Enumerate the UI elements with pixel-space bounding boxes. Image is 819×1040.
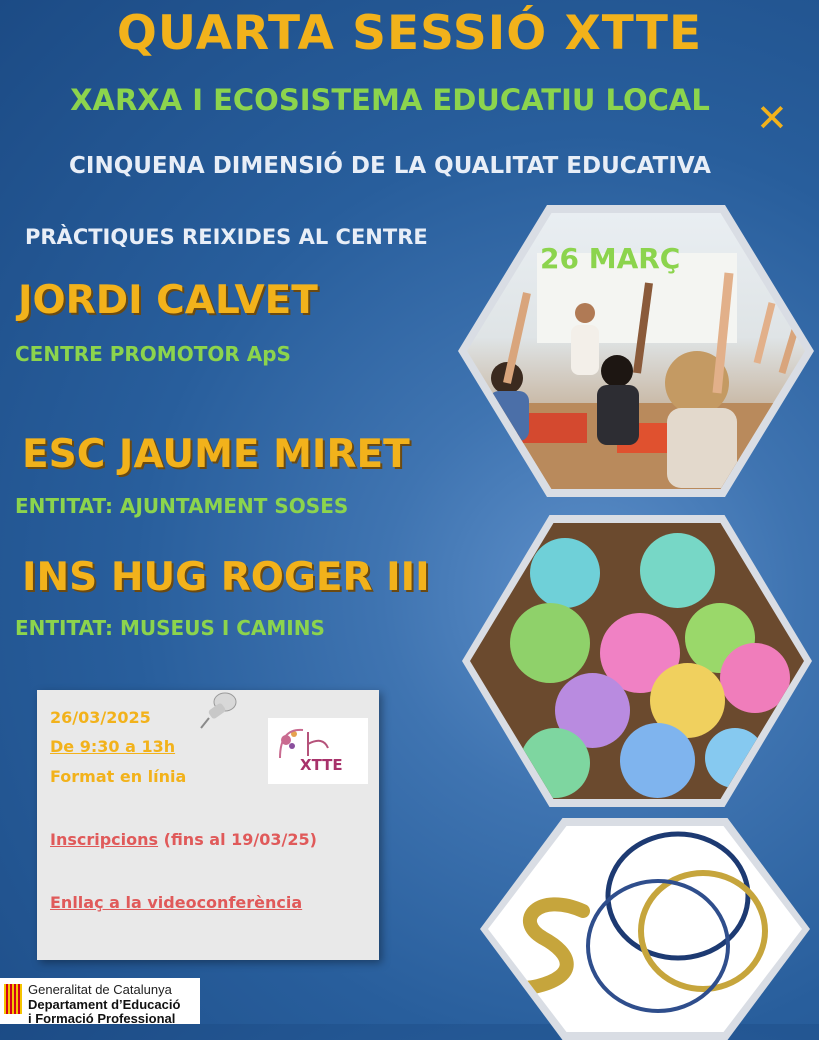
registration-link[interactable]: Inscripcions bbox=[50, 830, 159, 849]
event-time: De 9:30 a 13h bbox=[50, 737, 176, 756]
gear-icon bbox=[640, 533, 715, 608]
practices-heading: PRÀCTIQUES REIXIDES AL CENTRE bbox=[25, 225, 428, 249]
department-name-line1: Departament d’Educació bbox=[28, 997, 181, 1012]
gencat-name: Generalitat de Catalunya bbox=[28, 982, 172, 997]
close-icon[interactable]: ✕ bbox=[756, 96, 788, 140]
videoconference-link[interactable]: Enllaç a la videoconferència bbox=[50, 893, 303, 912]
gear-icon bbox=[530, 538, 600, 608]
speaker-name-2: ESC JAUME MIRET bbox=[22, 432, 410, 477]
department-name-line2: i Formació Professional bbox=[28, 1011, 176, 1026]
registration-deadline: (fins al 19/03/25) bbox=[158, 830, 317, 849]
speaker-entity-3: ENTITAT: MUSEUS I CAMINS bbox=[15, 616, 325, 640]
gear-icon bbox=[620, 723, 695, 798]
senyera-icon bbox=[4, 984, 22, 1014]
event-format: Format en línia bbox=[50, 767, 187, 786]
gear-icon bbox=[510, 603, 590, 683]
gencat-logo bbox=[0, 978, 200, 1024]
dimension-heading: CINQUENA DIMENSIÓ DE LA QUALITAT EDUCATIVA bbox=[69, 153, 711, 179]
xtte-logo-text: XTTE bbox=[300, 756, 343, 774]
poster-title: QUARTA SESSIÓ XTTE bbox=[116, 6, 703, 61]
pushpin-icon bbox=[195, 688, 241, 738]
xtte-logo bbox=[268, 718, 368, 784]
xtte-logo-mark bbox=[268, 718, 368, 784]
speaker-name-1: JORDI CALVET bbox=[18, 278, 318, 323]
speaker-entity-1: CENTRE PROMOTOR ApS bbox=[15, 342, 291, 366]
date-badge: 26 MARÇ bbox=[540, 242, 681, 275]
poster-subtitle: XARXA I ECOSISTEMA EDUCATIU LOCAL bbox=[70, 83, 710, 117]
speaker-entity-2: ENTITAT: AJUNTAMENT SOSES bbox=[15, 494, 349, 518]
speaker-name-3: INS HUG ROGER III bbox=[22, 555, 430, 600]
event-date: 26/03/2025 bbox=[50, 708, 151, 727]
registration-line bbox=[50, 830, 317, 849]
